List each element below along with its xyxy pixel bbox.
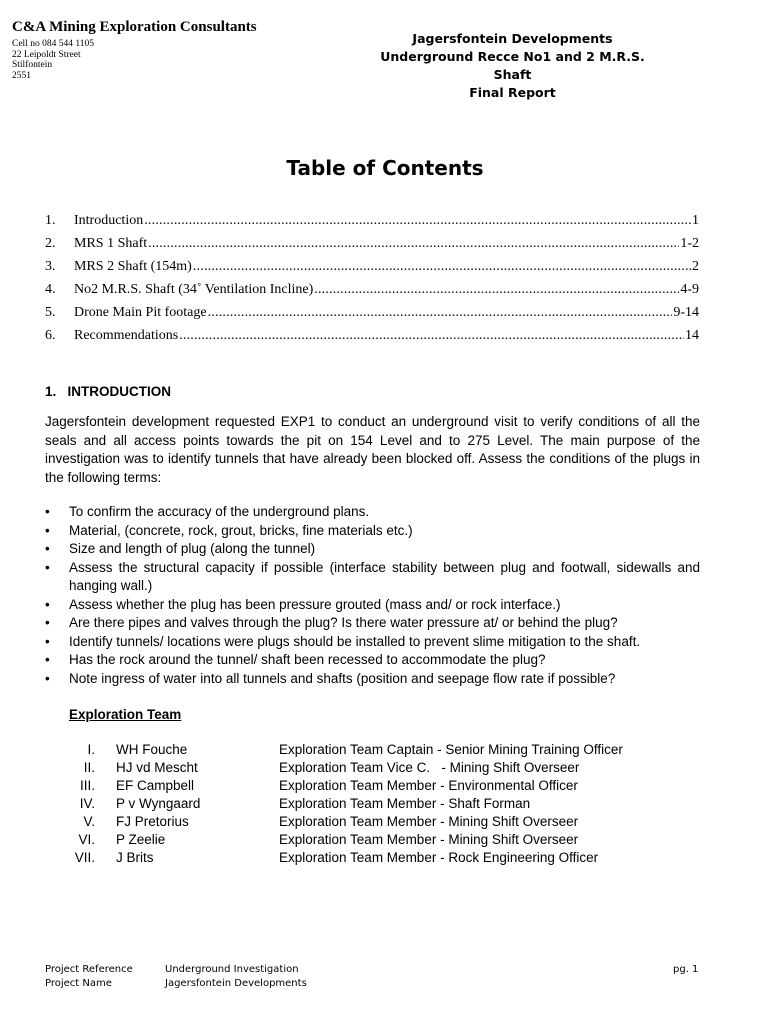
team-member-name: EF Campbell [116, 778, 195, 793]
list-item-text: Material, (concrete, rock, grout, bricks, fine materials etc.) [69, 522, 413, 538]
toc-entry-label: Introduction [74, 213, 144, 228]
toc-entry-recommendations[interactable] [45, 328, 699, 351]
team-member-number: III. [79, 778, 95, 793]
toc-dot-leader [193, 259, 691, 275]
team-member-name: WH Fouche [116, 742, 188, 757]
introduction-paragraph: Jagersfontein development requested EXP1 to conduct an underground visit to verify conditions of all the seals and all access points towards the pit on 154 Level and to 275 Level. The main purpose of the investigation was to identify tunnels that have already been blocked off. Assess the conditions of the plugs in the following terms: [45, 414, 700, 485]
toc-entry-number: 6. [45, 328, 56, 343]
team-member-name: HJ vd Mescht [116, 760, 198, 775]
toc-entry-introduction[interactable] [45, 213, 699, 236]
page-number: pg. 1 [673, 964, 699, 975]
team-member-row [55, 831, 695, 849]
company-postcode: 2551 [12, 70, 31, 81]
toc-title: Table of Contents [286, 156, 484, 180]
team-member-role: Exploration Team Member - Mining Shift Overseer [279, 814, 579, 829]
toc-entry-drone[interactable] [45, 305, 699, 328]
toc-entry-page: 1-2 [680, 236, 699, 251]
team-member-number: IV. [79, 796, 95, 811]
assessment-bullet-list [45, 503, 700, 688]
toc-dot-leader [144, 213, 691, 229]
bullet-icon: • [45, 615, 50, 630]
list-item-text: Assess whether the plug has been pressure grouted (mass and/ or rock interface.) [69, 596, 561, 612]
bullet-icon: • [45, 633, 50, 649]
team-member-row [55, 813, 695, 831]
toc-entry-page: 9-14 [673, 305, 699, 320]
team-member-name: P v Wyngaard [116, 796, 201, 811]
bullet-icon: • [45, 596, 50, 612]
report-subject: Underground Recce No1 and 2 M.R.S. [380, 49, 645, 64]
company-name: C&A Mining Exploration Consultants [12, 19, 257, 35]
bullet-icon: • [45, 522, 50, 538]
team-list [55, 741, 695, 867]
toc-entry-label: No2 M.R.S. Shaft (34˚ Ventilation Incline) [74, 282, 314, 297]
toc-entry-label: MRS 2 Shaft (154m) [74, 259, 192, 274]
toc-dot-leader [179, 328, 684, 344]
list-item [45, 522, 700, 541]
toc-dot-leader [314, 282, 679, 298]
team-member-number: I. [87, 742, 95, 757]
list-item-text: Are there pipes and valves through the plug? Is there water pressure at/ or behind the plug? [69, 615, 618, 630]
team-member-role: Exploration Team Member - Shaft Forman [279, 796, 531, 811]
team-member-role: Exploration Team Captain - Senior Mining Training Officer [279, 742, 623, 757]
toc-dot-leader [148, 236, 679, 252]
list-item-text: Note ingress of water into all tunnels and shafts (position and seepage flow rate if possible? [69, 670, 616, 686]
company-block [12, 20, 257, 81]
team-member-number: II. [83, 760, 95, 775]
list-item [45, 559, 700, 596]
report-client: Jagersfontein Developments [412, 31, 613, 46]
report-header [360, 30, 665, 102]
toc-entry-label: Drone Main Pit footage [74, 305, 207, 320]
list-item-text: Size and length of plug (along the tunnel) [69, 541, 316, 556]
company-phone: Cell no 084 544 1105 [12, 39, 94, 49]
team-member-role: Exploration Team Member - Environmental Officer [279, 778, 578, 793]
toc-entry-page: 4-9 [680, 282, 699, 297]
toc-entry-number: 1. [45, 213, 56, 228]
team-member-row [55, 795, 695, 813]
list-item-text: Has the rock around the tunnel/ shaft been recessed to accommodate the plug? [69, 652, 546, 667]
toc-entry-page: 1 [692, 213, 699, 228]
bullet-icon: • [45, 559, 50, 575]
footer-value-name: Jagersfontein Developments [165, 977, 307, 989]
toc-entry-number: 4. [45, 282, 56, 297]
list-item [45, 614, 700, 633]
toc-entry-number: 2. [45, 236, 56, 251]
team-member-name: J Brits [116, 850, 154, 865]
report-type: Final Report [469, 85, 556, 100]
team-member-number: VI. [78, 832, 95, 847]
toc-entry-mrs2[interactable] [45, 259, 699, 282]
list-item-text: Identify tunnels/ locations were plugs should be installed to prevent slime mitigation to the shaft. [69, 633, 641, 649]
list-item-text: Assess the structural capacity if possible (interface stability between plug and footwall, sidewalls and hanging wall.) [69, 559, 700, 593]
team-member-name: P Zeelie [116, 832, 166, 847]
team-member-row [55, 741, 695, 759]
introduction-heading: 1. INTRODUCTION [45, 384, 172, 399]
footer-value-reference: Underground Investigation [165, 964, 299, 975]
team-member-role: Exploration Team Vice C. - Mining Shift Overseer [279, 760, 580, 775]
bullet-icon: • [45, 504, 50, 519]
team-member-number: VII. [74, 850, 95, 865]
bullet-icon: • [45, 652, 50, 667]
list-item [45, 670, 700, 689]
team-member-row [55, 759, 695, 777]
toc-entry-label: MRS 1 Shaft [74, 236, 148, 251]
team-member-role: Exploration Team Member - Mining Shift Overseer [279, 832, 579, 847]
table-of-contents [45, 213, 699, 351]
toc-entry-label: Recommendations [74, 328, 179, 343]
list-item [45, 651, 700, 670]
toc-dot-leader [208, 305, 673, 321]
list-item [45, 596, 700, 615]
company-town: Stilfontein [12, 60, 53, 70]
bullet-icon: • [45, 670, 50, 686]
toc-entry-no2-mrs[interactable] [45, 282, 699, 305]
footer-label-name: Project Name [45, 977, 112, 989]
footer-label-reference: Project Reference [45, 964, 133, 975]
team-heading: Exploration Team [69, 707, 182, 722]
team-member-name: FJ Pretorius [116, 814, 189, 829]
report-subject-cont: Shaft [493, 67, 532, 82]
list-item [45, 540, 700, 559]
team-member-row [55, 777, 695, 795]
team-member-number: V. [83, 814, 95, 829]
list-item-text: To confirm the accuracy of the underground plans. [69, 504, 370, 519]
team-member-row [55, 849, 695, 867]
team-member-role: Exploration Team Member - Rock Engineering Officer [279, 850, 599, 865]
list-item [45, 503, 700, 522]
toc-entry-page: 2 [692, 259, 699, 274]
toc-entry-page: 14 [685, 328, 699, 343]
bullet-icon: • [45, 541, 50, 556]
list-item [45, 633, 700, 652]
toc-entry-number: 5. [45, 305, 56, 320]
company-street: 22 Leipoldt Street [12, 49, 81, 60]
toc-entry-mrs1[interactable] [45, 236, 699, 259]
toc-entry-number: 3. [45, 259, 56, 274]
